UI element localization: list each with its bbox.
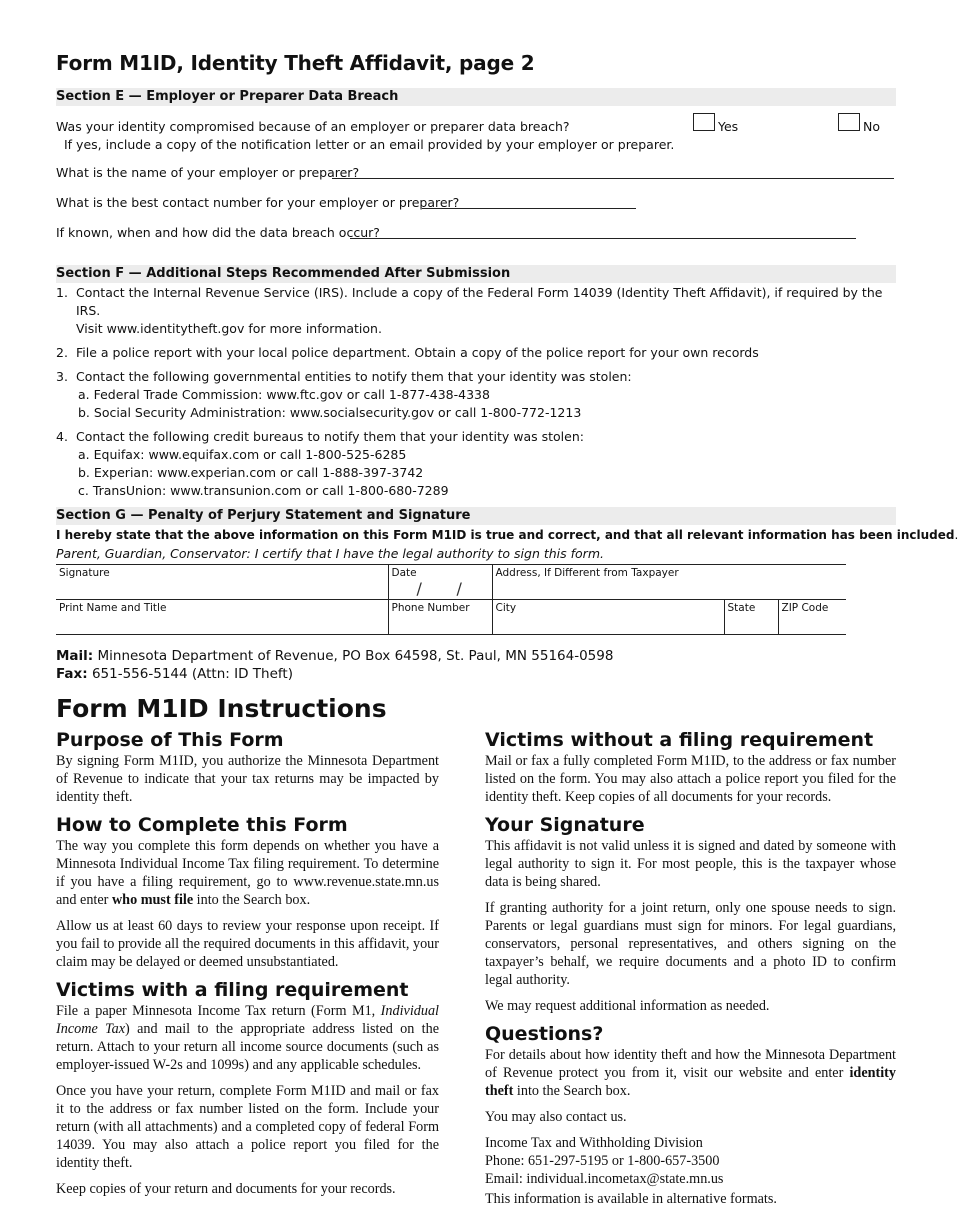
- questions-text-2: You may also contact us.: [485, 1109, 627, 1125]
- phone-field[interactable]: Phone Number: [388, 600, 492, 635]
- no-checkbox[interactable]: [838, 113, 860, 131]
- perjury-statement: I hereby state that the above information on this Form M1ID is true and correct, and that all relevant information has been included.: [56, 528, 958, 542]
- breach-question: Was your identity compromised because of an employer or preparer data breach?: [56, 119, 570, 134]
- questions-text-1: For details about how identity theft and how the Minnesota Department of Revenue protect you from it, visit our website and enter identity theft into the Search box.: [485, 1047, 896, 1099]
- section-f-heading: Section F — Additional Steps Recommended After Submission: [56, 265, 896, 283]
- how-to-complete-heading: How to Complete this Form: [56, 814, 348, 836]
- page-title: Form M1ID, Identity Theft Affidavit, page 2: [56, 51, 535, 75]
- signature-text-1: This affidavit is not valid unless it is signed and dated by someone with legal authority to sign it. For most people, this is the taxpayer whose data is being shared.: [485, 838, 896, 890]
- employer-name-field[interactable]: [332, 178, 894, 179]
- without-filing-text: Mail or fax a fully completed Form M1ID, to the address or fax number listed on the form. You may also attach a police report you filed for the identity theft. Keep copies of all documents for your records.: [485, 753, 896, 805]
- state-field[interactable]: State: [724, 600, 778, 635]
- questions-heading: Questions?: [485, 1023, 604, 1045]
- fax-number: Fax: 651-556-5144 (Attn: ID Theft): [56, 666, 293, 682]
- purpose-text: By signing Form M1ID, you authorize the Minnesota Department of Revenue to indicate that your tax returns may be impacted by identity theft.: [56, 753, 439, 805]
- without-filing-heading: Victims without a filing requirement: [485, 729, 874, 751]
- breach-details-field[interactable]: [350, 238, 856, 239]
- section-e-heading: Section E — Employer or Preparer Data Breach: [56, 88, 896, 106]
- breach-note: If yes, include a copy of the notification letter or an email provided by your employer or preparer.: [64, 137, 675, 152]
- contact-phone: Phone: 651-297-5195 or 1-800-657-3500: [485, 1153, 720, 1169]
- section-g-heading: Section G — Penalty of Perjury Statement and Signature: [56, 507, 896, 525]
- date-field[interactable]: Date / /: [388, 565, 492, 600]
- breach-details-label: If known, when and how did the data breach occur?: [56, 225, 380, 240]
- signature-table: [56, 564, 846, 635]
- instructions-left-column: [56, 729, 439, 1206]
- zip-field[interactable]: ZIP Code: [778, 600, 846, 635]
- yes-checkbox[interactable]: [693, 113, 715, 131]
- guardian-statement: Parent, Guardian, Conservator: I certify that I have the legal authority to sign this form.: [56, 546, 604, 561]
- with-filing-text-3: Keep copies of your return and documents for your records.: [56, 1181, 396, 1197]
- employer-phone-field[interactable]: [422, 208, 636, 209]
- signature-text-2: If granting authority for a joint return, only one spouse needs to sign. Parents or legal guardians must sign for minors. For legal guardians, conservators, personal representatives, and others signing on the taxpayer’s behalf, we require documents and a photo ID to confirm legal authority.: [485, 900, 896, 988]
- review-time-text: Allow us at least 60 days to review your response upon receipt. If you fail to provide all the required documents in this affidavit, your claim may be delayed or deemed unsubstantiated.: [56, 918, 439, 970]
- employer-phone-label: What is the best contact number for your employer or preparer?: [56, 195, 460, 210]
- address-field[interactable]: Address, If Different from Taxpayer: [492, 565, 846, 600]
- with-filing-text-2: Once you have your return, complete Form M1ID and mail or fax it to the address or fax number listed on the form. Include your return (with all attachments) and a completed copy of federal Form 14039. You may also attach a police report you filed for the identity theft.: [56, 1083, 439, 1171]
- with-filing-heading: Victims with a filing requirement: [56, 979, 409, 1001]
- recommended-steps-list: [56, 284, 896, 500]
- contact-division: Income Tax and Withholding Division: [485, 1135, 703, 1151]
- your-signature-heading: Your Signature: [485, 814, 645, 836]
- purpose-heading: Purpose of This Form: [56, 729, 284, 751]
- instructions-title: Form M1ID Instructions: [56, 694, 387, 723]
- yes-label: Yes: [718, 119, 739, 134]
- list-item: 3. Contact the following governmental entities to notify them that your identity was stolen: a. Federal Trade Commission: www.ftc.gov or call 1-877-438-4338 b. Social Security Administration: www.socialsecurity.gov or call 1-800-772-1213: [56, 369, 632, 420]
- how-to-complete-text: The way you complete this form depends on whether you have a Minnesota Individual Income Tax filing requirement. To determine if you have a filing requirement, go to www.revenue.state.mn.us and enter who must file into the Search box.: [56, 838, 439, 908]
- no-label: No: [863, 119, 880, 134]
- employer-name-label: What is the name of your employer or preparer?: [56, 165, 360, 180]
- with-filing-text-1: File a paper Minnesota Income Tax return (Form M1, Individual Income Tax) and mail to the appropriate address listed on the return. Attach to your return all income source documents (such as employer-issued W-2s and 1099s) and any applicable schedules.: [56, 1003, 440, 1073]
- alt-formats-text: This information is available in alternative formats.: [485, 1191, 777, 1207]
- signature-field[interactable]: Signature: [56, 565, 388, 600]
- contact-email[interactable]: Email: individual.incometax@state.mn.us: [485, 1171, 724, 1187]
- city-field[interactable]: City: [492, 600, 724, 635]
- list-item: 2. File a police report with your local police department. Obtain a copy of the police report for your own records: [56, 345, 759, 360]
- mail-address: Mail: Minnesota Department of Revenue, PO Box 64598, St. Paul, MN 55164-0598: [56, 648, 614, 664]
- print-name-field[interactable]: Print Name and Title: [56, 600, 388, 635]
- list-item: 1. Contact the Internal Revenue Service (IRS). Include a copy of the Federal Form 14039 (Identity Theft Affidavit), if required by the IRS. Visit www.identitytheft.gov for more information.: [56, 285, 883, 336]
- list-item: 4. Contact the following credit bureaus to notify them that your identity was stolen: a. Equifax: www.equifax.com or call 1-800-525-6285 b. Experian: www.experian.com or call 1-888-397-3742 c. TransUnion: www.transunion.com or call 1-800-680-7289: [56, 429, 584, 498]
- instructions-right-column: [485, 729, 896, 1208]
- contact-block: [485, 1134, 896, 1208]
- signature-text-3: We may request additional information as needed.: [485, 998, 770, 1014]
